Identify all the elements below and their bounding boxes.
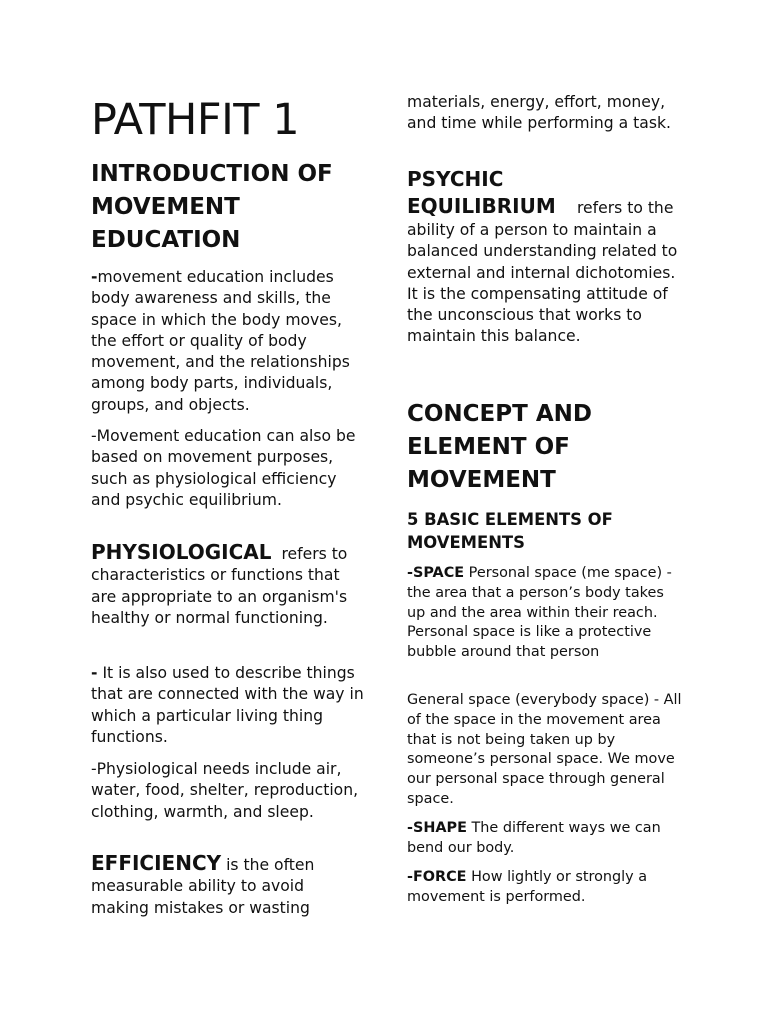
section-heading-intro: INTRODUCTION OF MOVEMENT EDUCATION <box>91 161 333 253</box>
paragraph-space <box>407 564 685 663</box>
term-efficiency: EFFICIENCY <box>91 851 222 875</box>
definition-efficiency: is the often measurable ability to avoid making mistakes or wasting <box>91 856 315 917</box>
paragraph-text: It is also used to describe things that are connected with the way in which a particular living thing functions. <box>91 664 364 746</box>
term-shape: -SHAPE <box>407 820 467 836</box>
paragraph-force <box>407 868 685 908</box>
paragraph-text: movement education includes body awareness and skills, the space in which the body moves, the effort or quality of body movement, and the relationships among body parts, individuals, groups, and objects. <box>91 268 350 414</box>
paragraph-efficiency-continued: materials, energy, effort, money, and time while performing a task. <box>407 93 671 133</box>
paragraph-dash: - <box>91 268 98 286</box>
definition-psychic: refers to the ability of a person to maintain a balanced understanding related to external and internal dichotomies. It is the compensating attitude of the unconscious that works to maintain this balance. <box>407 199 678 346</box>
definition-force: How lightly or strongly a movement is performed. <box>407 869 648 905</box>
paragraph-psychic <box>407 166 685 348</box>
page-title: PATHFIT 1 <box>91 95 300 145</box>
section-heading-concept: CONCEPT AND ELEMENT OF MOVEMENT <box>407 401 592 493</box>
subheading-basic-elements: 5 BASIC ELEMENTS OF MOVEMENTS <box>407 510 613 552</box>
term-force: -FORCE <box>407 869 467 885</box>
definition-physiological: refers to characteristics or functions that are appropriate to an organism's healthy or normal functioning. <box>91 545 348 627</box>
term-physiological: PHYSIOLOGICAL <box>91 540 272 564</box>
paragraph-also-used <box>91 663 366 748</box>
paragraph-intro <box>91 267 366 416</box>
term-psychic-equilibrium: PSYCHIC EQUILIBRIUM <box>407 167 556 218</box>
paragraph-efficiency <box>91 853 366 919</box>
paragraph-purposes: -Movement education can also be based on movement purposes, such as physiological efficiency and psychic equilibrium. <box>91 427 356 509</box>
paragraph-general-space: General space (everybody space) - All of the space in the movement area that is not being taken up by someone’s personal space. We move our personal space through general space. <box>407 692 682 807</box>
definition-shape: The different ways we can bend our body. <box>407 820 661 856</box>
paragraph-physiological <box>91 542 366 629</box>
paragraph-dash: - <box>91 664 98 682</box>
paragraph-shape <box>407 819 685 859</box>
term-space: -SPACE <box>407 565 465 581</box>
paragraph-needs: -Physiological needs include air, water, food, shelter, reproduction, clothing, warmth, and sleep. <box>91 760 359 821</box>
definition-space: Personal space (me space) - the area that a person’s body takes up and the area within their reach. Personal space is like a protective bubble around that person <box>407 565 672 661</box>
